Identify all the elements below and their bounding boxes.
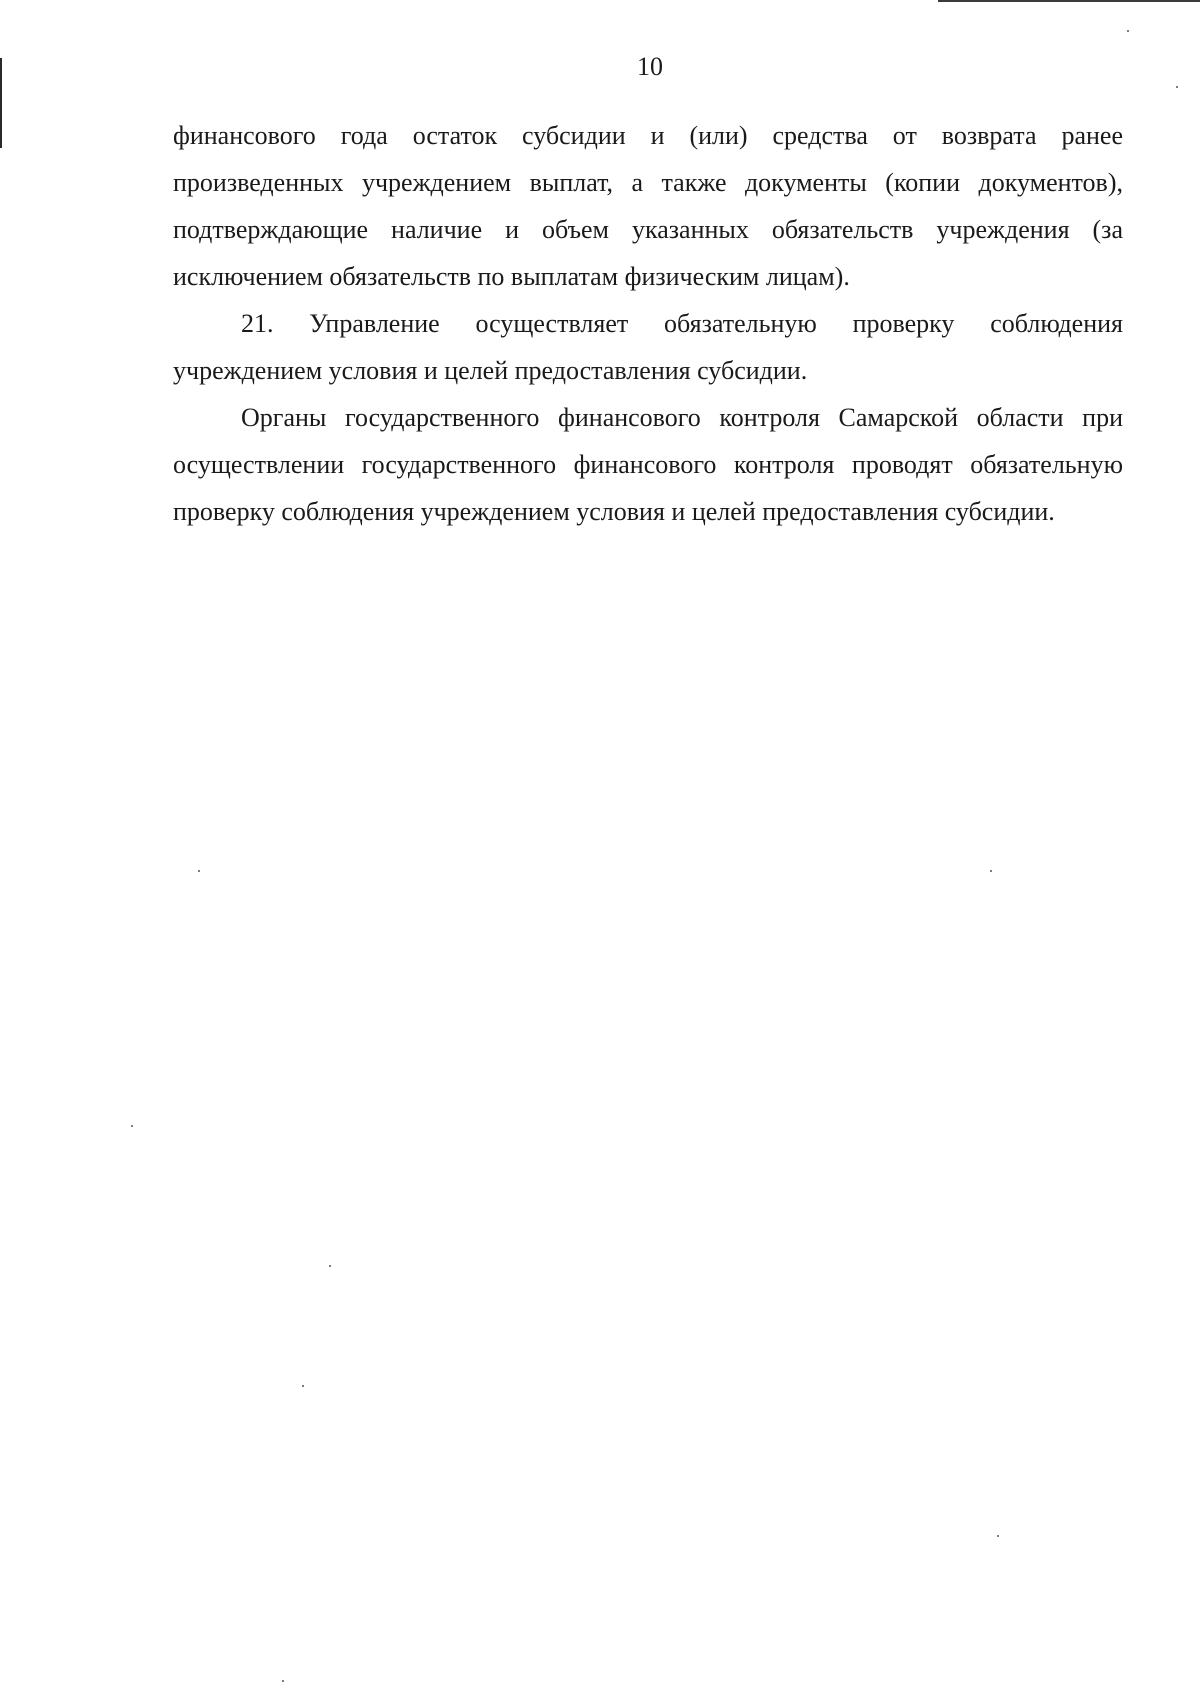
scan-top-rule — [938, 0, 1200, 2]
page-number: 10 — [637, 52, 663, 81]
paragraph-continuation: финансового года остаток субсидии и (или) средства от возврата ранее произведенных учреждением выплат, а также документы (копии документов), подтверждающие наличие и объем указанных обязательств учреждения (за исключением обязательств по выплатам физическим лицам). — [173, 121, 1123, 291]
scan-speck — [997, 1535, 999, 1537]
scan-speck — [282, 1680, 284, 1682]
scan-speck — [1127, 30, 1129, 32]
scan-speck — [990, 870, 992, 872]
body-text — [173, 112, 1123, 535]
scan-speck — [302, 1385, 304, 1387]
scan-speck — [131, 1125, 133, 1127]
paragraph-21: 21. Управление осуществляет обязательную проверку соблюдения учреждением условия и целей предоставления субсидии. — [173, 309, 1123, 385]
scan-speck — [329, 1265, 331, 1267]
scan-left-edge-mark — [0, 58, 2, 148]
scan-speck — [198, 870, 200, 872]
paragraph-control-bodies: Органы государственного финансового контроля Самарской области при осуществлении государственного финансового контроля проводят обязательную проверку соблюдения учреждением условия и целей предоставления субсидии. — [173, 403, 1123, 526]
scan-speck — [1176, 86, 1178, 88]
